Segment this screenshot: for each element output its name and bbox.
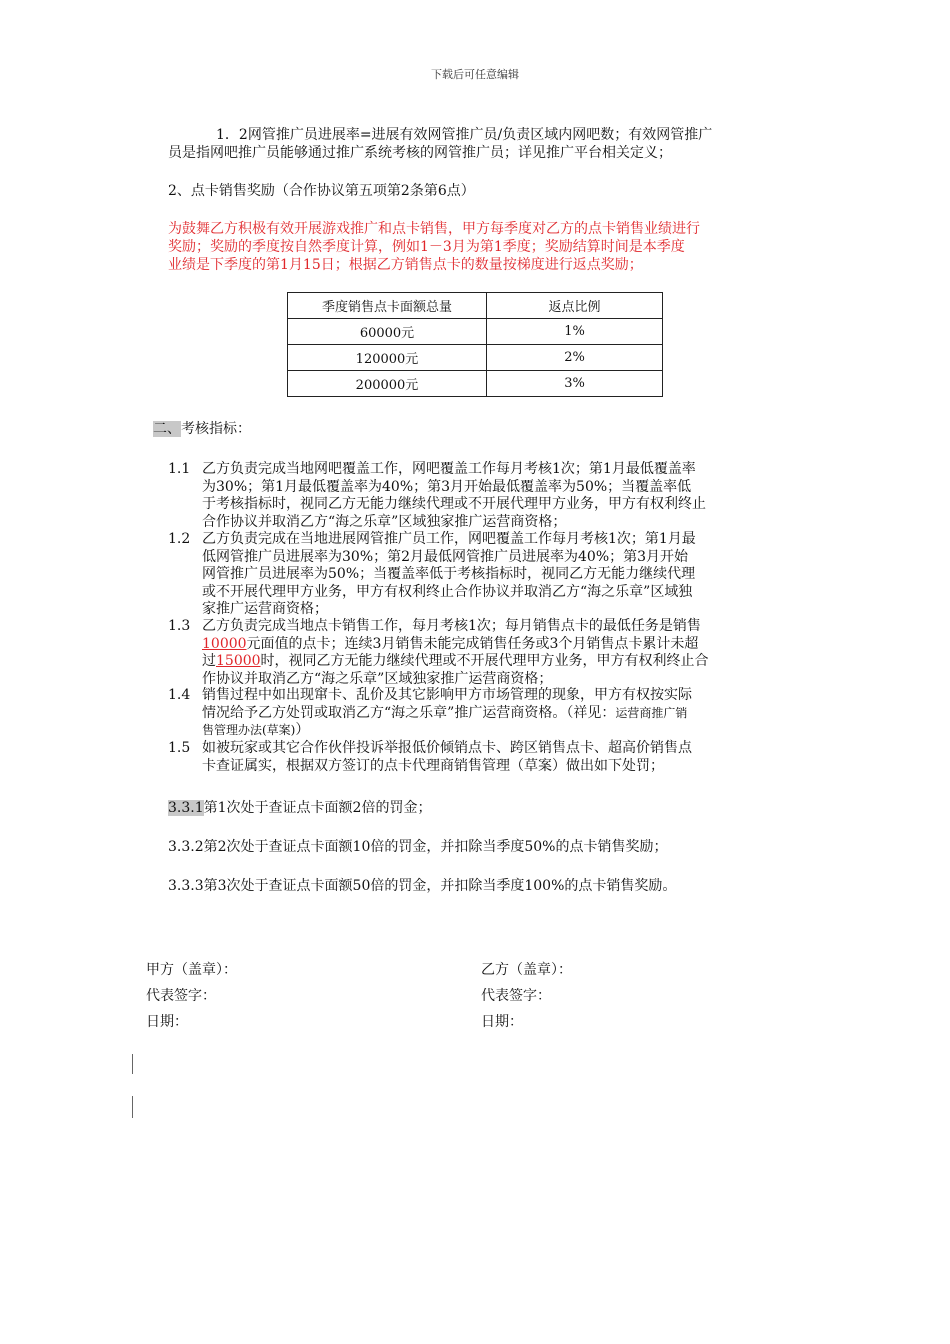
table-header-row <box>288 293 663 319</box>
paragraph-line: 员是指网吧推广员能够通过推广系统考核的网管推广员；详见推广平台相关定义； <box>168 145 672 161</box>
item-line: 于考核指标时，视同乙方无能力继续代理或不开展代理甲方业务，甲方有权利终止 <box>202 496 706 512</box>
red-paragraph-line: 奖励；奖励的季度按自然季度计算，例如1－3月为第1季度；奖励结算时间是本季度 <box>168 239 685 255</box>
page-header: 下载后可任意编辑 <box>431 68 519 81</box>
kpi-item <box>168 461 818 533</box>
table-cell: 2% <box>487 345 663 371</box>
item-text: 情况给予乙方处罚或取消乙方“海之乐章”推广运营商资格。（祥见： <box>202 704 616 721</box>
table-header-cell: 返点比例 <box>487 293 663 319</box>
item-line: 合作协议并取消乙方“海之乐章”区域独家推广运营商资格； <box>202 513 567 530</box>
party-a-date: 日期： <box>146 1014 188 1030</box>
penalty-line <box>168 838 667 856</box>
penalty-line <box>168 877 676 895</box>
kpi-item <box>168 740 818 776</box>
item-line: 作协议并取消乙方“海之乐章”区域独家推广运营商资格； <box>202 670 553 687</box>
kpi-item <box>168 531 818 621</box>
penalty-text: 第1次处于查证点卡面额2倍的罚金； <box>203 800 432 816</box>
item-body <box>202 687 812 740</box>
item-line: 乙方负责完成在当地进展网管推广员工作，网吧覆盖工作每月考核1次；第1月最 <box>202 531 696 547</box>
penalty-number: 3.3.2 <box>168 839 204 855</box>
item-line: 乙方负责完成当地网吧覆盖工作，网吧覆盖工作每月考核1次；第1月最低覆盖率 <box>202 461 696 477</box>
item-text: ） <box>295 722 310 738</box>
kpi-heading <box>153 420 251 438</box>
margin-mark <box>132 1096 133 1118</box>
item-body <box>202 740 812 775</box>
table-cell: 200000元 <box>288 371 487 397</box>
kpi-item <box>168 687 818 741</box>
item-line: 为30%；第1月最低覆盖率为40%；第3月开始最低覆盖率为50%；当覆盖率低 <box>202 478 692 495</box>
item-line: 如被玩家或其它合作伙伴投诉举报低价倾销点卡、跨区销售点卡、超高价销售点 <box>202 740 692 756</box>
amount-15000: 15000 <box>216 653 261 669</box>
kpi-heading-marker: 二、 <box>153 421 181 437</box>
item-line: 销售过程中如出现窜卡、乱价及其它影响甲方市场管理的现象，甲方有权按实际 <box>202 687 692 703</box>
party-b-rep: 代表签字： <box>481 988 551 1004</box>
table-cell: 120000元 <box>288 345 487 371</box>
table-cell: 3% <box>487 371 663 397</box>
item-text: 元面值的点卡；连续3月销售未能完成销售任务或3个月销售点卡累计未超 <box>246 635 699 652</box>
item-line <box>202 636 812 654</box>
kpi-item <box>168 618 818 690</box>
item-text: 时，视同乙方无能力继续代理或不开展代理甲方业务，甲方有权利终止合 <box>260 653 709 669</box>
table-row <box>288 371 663 397</box>
party-b-seal: 乙方（盖章）： <box>481 962 572 978</box>
penalty-number: 3.3.1 <box>168 800 204 816</box>
item-number: 1.4 <box>168 687 191 703</box>
table-cell: 60000元 <box>288 319 487 345</box>
kpi-heading-title: 考核指标： <box>181 421 251 437</box>
penalty-line <box>168 799 431 817</box>
party-b-date: 日期： <box>481 1014 523 1030</box>
item-number: 1.3 <box>168 618 191 634</box>
rebate-table <box>287 292 663 397</box>
table-row <box>288 345 663 371</box>
item-line: 网管推广员进展率为50%；当覆盖率低于考核指标时，视同乙方无能力继续代理 <box>202 566 696 582</box>
item-body <box>202 531 812 619</box>
penalty-text: 第3次处于查证点卡面额50倍的罚金，并扣除当季度100%的点卡销售奖励。 <box>203 878 677 894</box>
item-small-text: 运营商推广销 <box>615 705 688 720</box>
party-a-seal: 甲方（盖章）： <box>146 962 237 978</box>
item-line: 或不开展代理甲方业务，甲方有权利终止合作协议并取消乙方“海之乐章”区域独 <box>202 583 693 600</box>
item-body <box>202 618 812 688</box>
penalty-number: 3.3.3 <box>168 878 204 894</box>
margin-mark <box>132 1054 133 1074</box>
item-line: 乙方负责完成当地点卡销售工作，每月考核1次；每月销售点卡的最低任务是销售 <box>202 618 701 634</box>
section-title: 2、点卡销售奖励（合作协议第五项第2条第6点） <box>168 183 475 199</box>
table-cell: 1% <box>487 319 663 345</box>
item-small-text: 售管理办法(草案) <box>202 723 296 737</box>
item-line <box>202 705 812 723</box>
red-paragraph-line: 为鼓舞乙方积极有效开展游戏推广和点卡销售，甲方每季度对乙方的点卡销售业绩进行 <box>168 221 700 237</box>
table-row <box>288 319 663 345</box>
item-number: 1.1 <box>168 461 191 477</box>
item-line: 低网管推广员进展率为30%；第2月最低网管推广员进展率为40%；第3月开始 <box>202 548 689 565</box>
item-line: 家推广运营商资格； <box>202 601 328 617</box>
item-line <box>202 653 812 671</box>
table-header-cell: 季度销售点卡面额总量 <box>288 293 487 319</box>
penalty-text: 第2次处于查证点卡面额10倍的罚金，并扣除当季度50%的点卡销售奖励； <box>203 839 668 855</box>
item-number: 1.2 <box>168 531 191 547</box>
amount-10000: 10000 <box>202 635 247 652</box>
item-text: 过 <box>202 653 216 669</box>
party-a-rep: 代表签字： <box>146 988 216 1004</box>
item-body <box>202 461 812 531</box>
item-line <box>202 722 812 740</box>
paragraph-line: 1．2网管推广员进展率=进展有效网管推广员/负责区域内网吧数；有效网管推广 <box>216 127 713 143</box>
red-paragraph-line: 业绩是下季度的第1月15日；根据乙方销售点卡的数量按梯度进行返点奖励； <box>168 257 643 273</box>
item-line: 卡查证属实，根据双方签订的点卡代理商销售管理（草案）做出如下处罚； <box>202 757 664 774</box>
item-number: 1.5 <box>168 740 191 756</box>
